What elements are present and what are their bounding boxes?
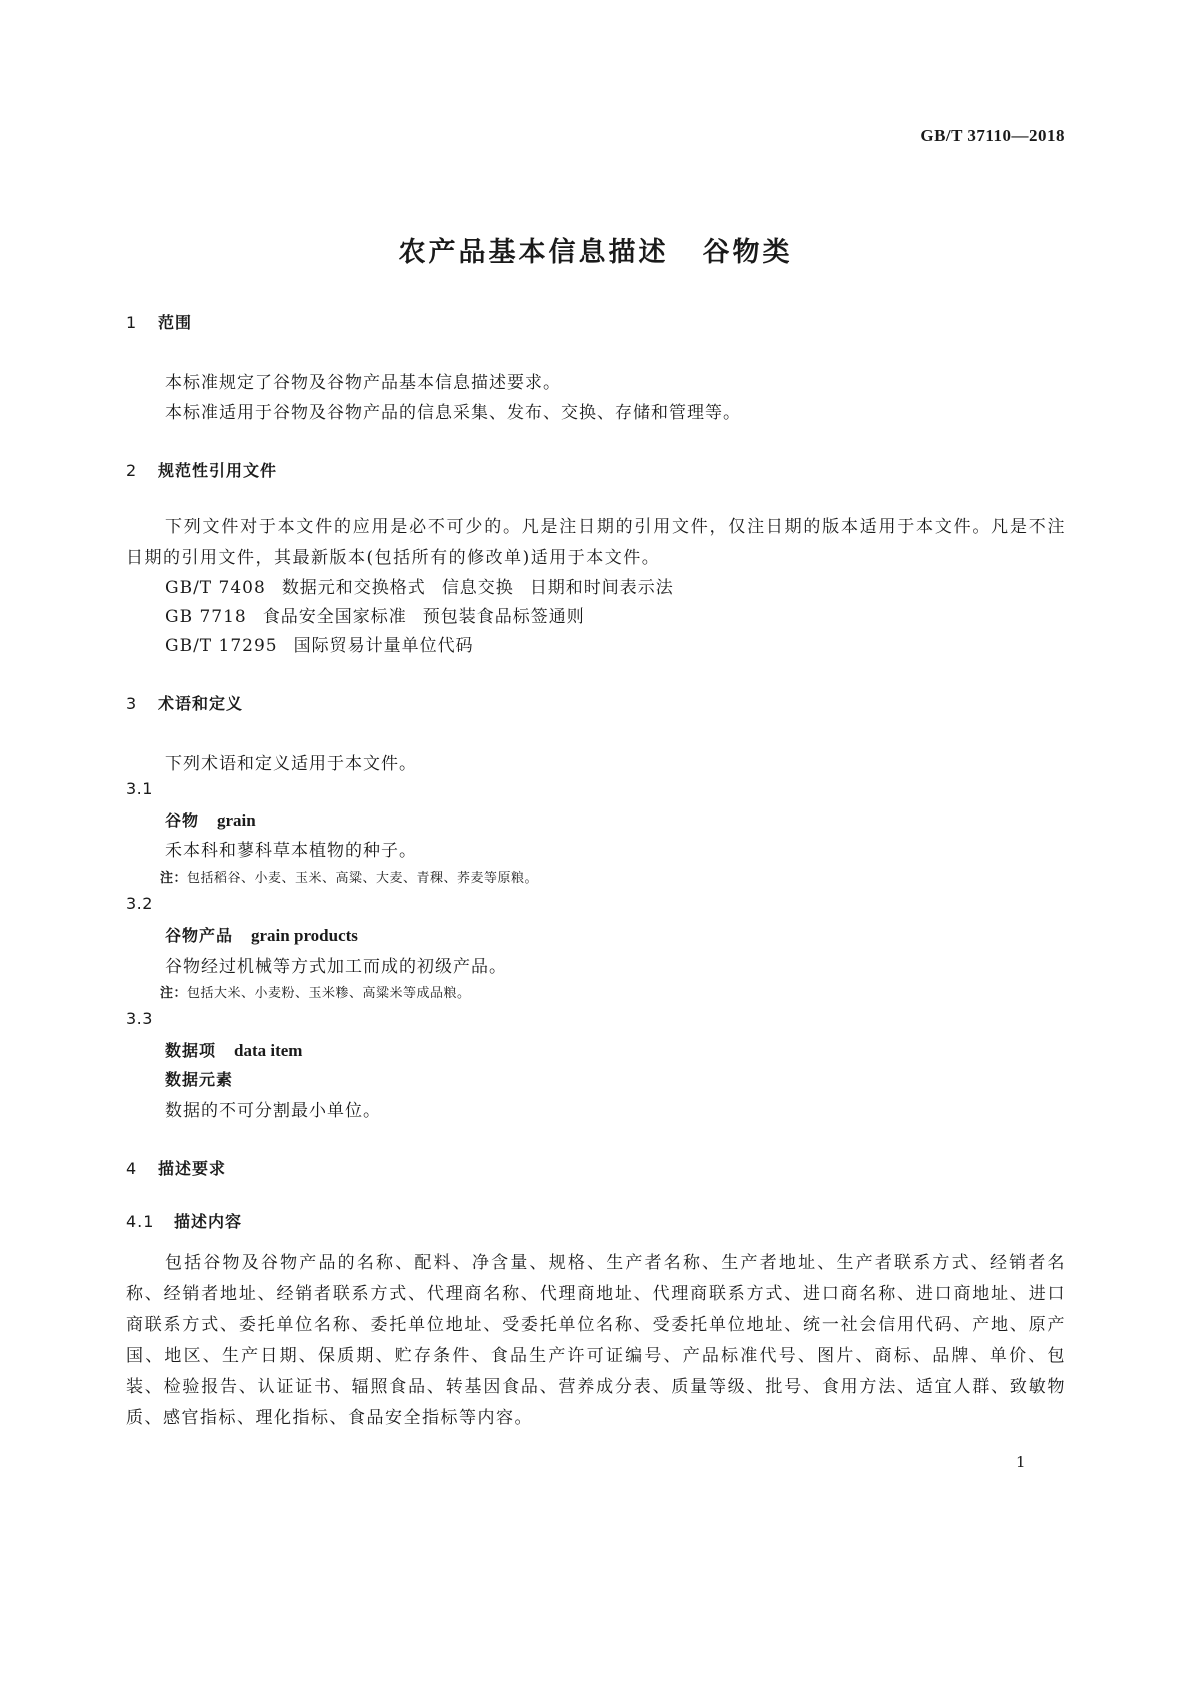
reference-title: 日期和时间表示法: [529, 578, 674, 598]
reference-item: [165, 602, 585, 627]
reference-title: 国际贸易计量单位代码: [293, 636, 474, 656]
section-title: 范围: [158, 313, 193, 332]
term-definition: 谷物经过机械等方式加工而成的初级产品。: [165, 957, 507, 977]
section-1-heading: [126, 310, 192, 333]
scope-paragraph-1: 本标准规定了谷物及谷物产品基本信息描述要求。: [165, 373, 561, 393]
term-en: grain: [217, 811, 256, 830]
term-cn: 谷物: [165, 811, 200, 830]
terms-intro: 下列术语和定义适用于本文件。: [165, 754, 417, 774]
term-name: [165, 808, 256, 831]
subsection-title: 描述内容: [174, 1212, 243, 1231]
reference-title: 预包装食品标签通则: [422, 607, 585, 627]
subsection-4-1-heading: [126, 1209, 242, 1232]
term-definition: 数据的不可分割最小单位。: [165, 1101, 381, 1121]
note-text: 包括大米、小麦粉、玉米糁、高粱米等成品粮。: [187, 986, 471, 1001]
term-en: grain products: [251, 926, 358, 945]
title-main: 农产品基本信息描述: [398, 237, 669, 268]
section-number: 2: [126, 461, 138, 480]
section-number: 1: [126, 313, 138, 332]
reference-title: 食品安全国家标准: [262, 607, 407, 627]
description-content-paragraph: 包括谷物及谷物产品的名称、配料、净含量、规格、生产者名称、生产者地址、生产者联系方式、经销者名称、经销者地址、经销者联系方式、代理商名称、代理商地址、代理商联系方式、进口商名称、进口商地址、进口商联系方式、委托单位名称、委托单位地址、受委托单位名称、受委托单位地址、统一社会信用代码、产地、原产国、地区、生产日期、保质期、贮存条件、食品生产许可证编号、产品标准代号、图片、商标、品牌、单价、包装、检验报告、认证证书、辐照食品、转基因食品、营养成分表、质量等级、批号、食用方法、适宜人群、致敏物质、感官指标、理化指标、食品安全指标等内容。: [126, 1253, 1066, 1428]
section-4-heading: [126, 1156, 226, 1179]
references-intro: 下列文件对于本文件的应用是必不可少的。凡是注日期的引用文件，仅注日期的版本适用于本文件。凡是不注日期的引用文件，其最新版本(包括所有的修改单)适用于本文件。: [126, 517, 1066, 568]
reference-item: [165, 573, 674, 598]
title-sub: 谷物类: [702, 237, 793, 268]
term-name: [165, 1038, 302, 1061]
term-definition: 禾本科和蓼科草本植物的种子。: [165, 841, 417, 861]
section-3-heading: [126, 691, 243, 714]
standard-code: GB/T 37110—2018: [920, 126, 1065, 145]
term-number: 3.1: [126, 779, 153, 798]
reference-item: [165, 631, 474, 656]
term-cn: 数据项: [165, 1041, 217, 1060]
section-number: 4: [126, 1159, 138, 1178]
reference-title: 数据元和交换格式: [281, 578, 426, 598]
term-en: data item: [234, 1041, 303, 1060]
page-number: 1: [1016, 1453, 1026, 1471]
term-name: [165, 923, 358, 946]
section-title: 规范性引用文件: [158, 461, 278, 480]
reference-code: GB 7718: [165, 607, 247, 627]
section-title: 术语和定义: [158, 694, 244, 713]
reference-title: 信息交换: [441, 578, 514, 598]
document-title: [0, 230, 1191, 269]
reference-code: GB/T 7408: [165, 578, 266, 598]
note-label: 注：: [160, 986, 188, 1001]
section-2-heading: [126, 458, 277, 481]
term-number: 3.2: [126, 894, 153, 913]
section-title: 描述要求: [158, 1159, 227, 1178]
term-alt-name: 数据元素: [165, 1070, 234, 1089]
note-text: 包括稻谷、小麦、玉米、高粱、大麦、青稞、荞麦等原粮。: [187, 871, 539, 886]
term-cn: 谷物产品: [165, 926, 234, 945]
term-number: 3.3: [126, 1009, 153, 1028]
term-note: [160, 867, 538, 886]
section-number: 3: [126, 694, 138, 713]
term-note: [160, 982, 471, 1001]
subsection-number: 4.1: [126, 1212, 155, 1231]
reference-code: GB/T 17295: [165, 636, 278, 656]
scope-paragraph-2: 本标准适用于谷物及谷物产品的信息采集、发布、交换、存储和管理等。: [165, 403, 741, 423]
note-label: 注：: [160, 871, 188, 886]
